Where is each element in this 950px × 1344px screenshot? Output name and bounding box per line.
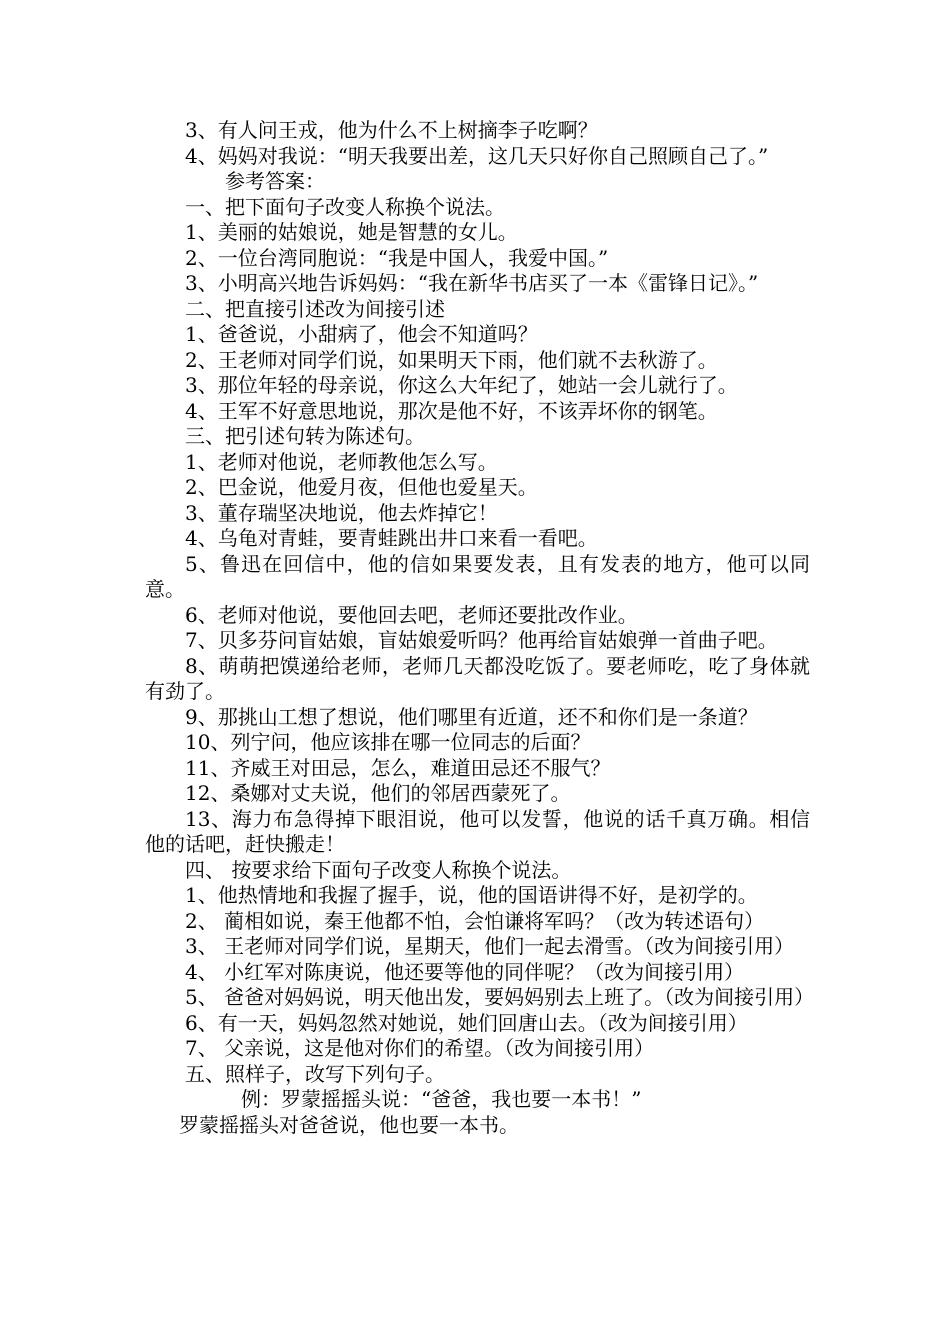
text-line: 罗蒙摇摇头对爸爸说，他也要一本书。 bbox=[179, 1112, 519, 1137]
text-line: 1、他热情地和我握了握手，说，他的国语讲得不好，是初学的。 bbox=[185, 883, 758, 907]
text-line: 2、一位台湾同胞说：“我是中国人，我爱中国。” bbox=[185, 245, 609, 270]
text-line: 四、 按要求给下面句子改变人称换个说法。 bbox=[185, 857, 572, 882]
text-line: 2、王老师对同学们说，如果明天下雨，他们就不去秋游了。 bbox=[185, 347, 718, 372]
text-line: 三、把引述句转为陈述句。 bbox=[185, 424, 425, 448]
text-line: 3、董存瑞坚决地说，他去炸掉它！ bbox=[185, 500, 498, 525]
text-line: 3、小明高兴地告诉妈妈：“我在新华书店买了一本《雷锋日记》。” bbox=[185, 271, 759, 295]
text-line: 3、有人问王戎，他为什么不上树摘李子吃啊？ bbox=[185, 118, 598, 142]
text-line: 10、列宁问，他应该排在哪一位同志的后面？ bbox=[185, 730, 591, 754]
text-line: 4、妈妈对我说：“明天我要出差，这几天只好你自己照顾自己了。” bbox=[185, 143, 769, 168]
text-line: 7、 父亲说，这是他对你们的希望。（改为间接引用） bbox=[185, 1036, 655, 1060]
text-line: 6、有一天，妈妈忽然对她说，她们回唐山去。（改为间接引用） bbox=[185, 1010, 748, 1035]
text-line: 4、乌龟对青蛙，要青蛙跳出井口来看一看吧。 bbox=[185, 526, 598, 550]
text-line: 4、王军不好意思地说，那次是他不好，不该弄坏你的钢笔。 bbox=[185, 398, 718, 423]
text-line: 2、巴金说，他爱月夜，但他也爱星天。 bbox=[185, 475, 538, 499]
text-line: 11、齐威王对田忌，怎么，难道田忌还不服气？ bbox=[185, 755, 611, 780]
text-line: 13、海力布急得掉下眼泪说，他可以发誓，他说的话千真万确。相信他的话吧，赶快搬走！ bbox=[145, 806, 810, 856]
document-body bbox=[145, 118, 815, 1138]
text-line: 五、照样子，改写下列句子。 bbox=[185, 1061, 445, 1086]
text-line: 参考答案： bbox=[225, 169, 325, 193]
text-line: 9、那挑山工想了想说，他们哪里有近道，还不和你们是一条道？ bbox=[185, 704, 758, 729]
text-line: 二、把直接引述改为间接引述 bbox=[185, 296, 445, 321]
text-line: 7、贝多芬问盲姑娘，盲姑娘爱听吗？他再给盲姑娘弹一首曲子吧。 bbox=[185, 628, 778, 652]
text-line: 例：罗蒙摇摇头说：“爸爸，我也要一本书！” bbox=[241, 1087, 642, 1111]
text-line: 5、鲁迅在回信中，他的信如果要发表，且有发表的地方，他可以同意。 bbox=[145, 551, 810, 601]
text-line: 12、桑娜对丈夫说，他们的邻居西蒙死了。 bbox=[185, 781, 571, 805]
text-line: 1、老师对他说，老师教他怎么写。 bbox=[185, 449, 498, 474]
text-line: 3、那位年轻的母亲说，你这么大年纪了，她站一会儿就行了。 bbox=[185, 373, 738, 397]
text-line: 1、美丽的姑娘说，她是智慧的女儿。 bbox=[185, 220, 518, 244]
text-line: 4、 小红军对陈庚说，他还要等他的同伴呢？（改为间接引用） bbox=[185, 959, 745, 984]
text-line: 6、老师对他说，要他回去吧，老师还要批改作业。 bbox=[185, 602, 638, 627]
text-line: 5、 爸爸对妈妈说，明天他出发，要妈妈别去上班了。（改为间接引用） bbox=[185, 985, 815, 1009]
text-line: 一、把下面句子改变人称换个说法。 bbox=[185, 194, 505, 219]
text-line: 2、 蔺相如说，秦王他都不怕，会怕谦将军吗？（改为转述语句） bbox=[185, 908, 765, 933]
text-line: 3、 王老师对同学们说，星期天，他们一起去滑雪。（改为间接引用） bbox=[185, 934, 795, 958]
text-line: 1、爸爸说，小甜病了，他会不知道吗？ bbox=[185, 322, 538, 346]
text-line: 8、萌萌把馍递给老师，老师几天都没吃饭了。要老师吃，吃了身体就有劲了。 bbox=[145, 653, 810, 703]
